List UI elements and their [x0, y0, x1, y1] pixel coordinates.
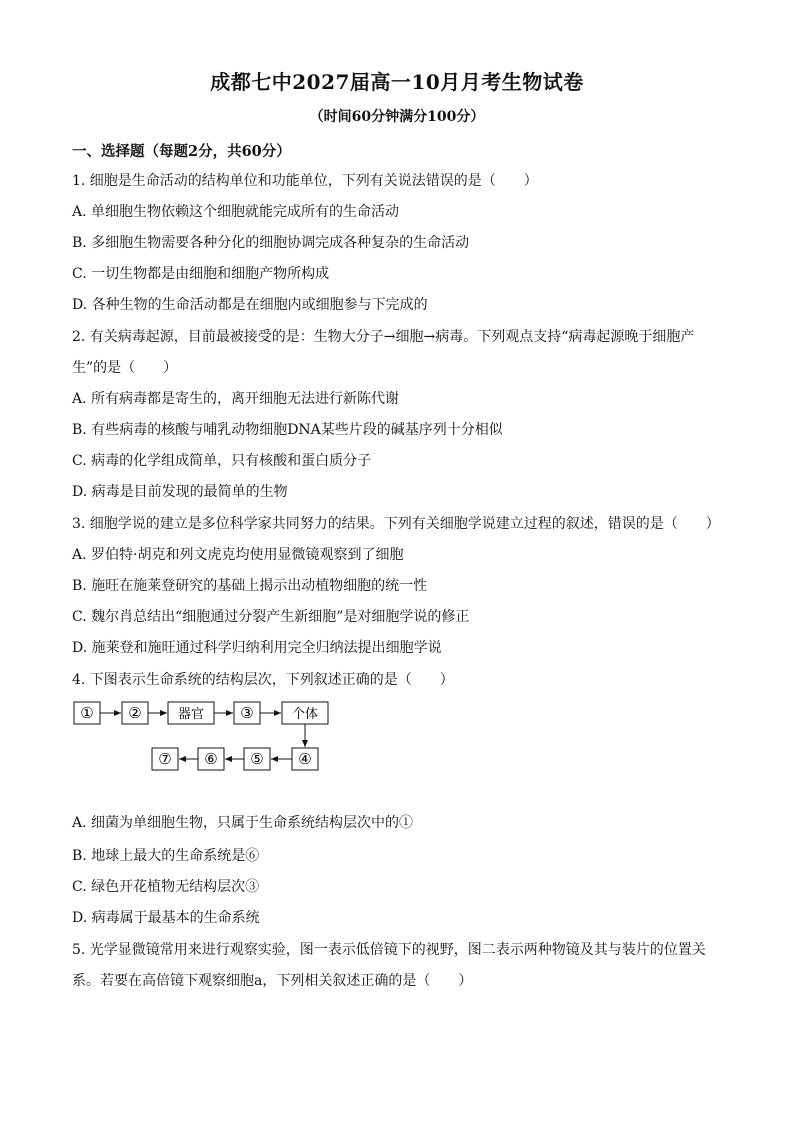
exam-subtitle: （时间60分钟满分100分） — [309, 109, 485, 125]
diagram-box-1 — [74, 702, 100, 724]
life-system-levels-diagram — [72, 700, 332, 775]
question-4-stem: 4. 下图表示生命系统的结构层次，下列叙述正确的是（ ） — [72, 672, 454, 688]
diagram-label-individual: 个体 — [291, 707, 319, 722]
diagram-label-1: ① — [80, 704, 94, 722]
question-2-option-a: A. 所有病毒都是寄生的，离开细胞无法进行新陈代谢 — [72, 391, 400, 407]
diagram-box-4 — [292, 748, 318, 770]
diagram-label-7: ⑦ — [158, 750, 172, 768]
diagram-box-7 — [152, 748, 178, 770]
question-4-option-a: A. 细菌为单细胞生物，只属于生命系统结构层次中的① — [72, 815, 414, 831]
diagram-box-3 — [234, 702, 260, 724]
diagram-box-2 — [122, 702, 148, 724]
question-2-option-b: B. 有些病毒的核酸与哺乳动物细胞DNA某些片段的碱基序列十分相似 — [72, 422, 503, 438]
question-3-option-a: A. 罗伯特·胡克和列文虎克均使用显微镜观察到了细胞 — [72, 547, 404, 563]
diagram-box-6 — [198, 748, 224, 770]
question-1-option-c: C. 一切生物都是由细胞和细胞产物所构成 — [72, 266, 330, 282]
question-2-stem-line-1: 2. 有关病毒起源，目前最被接受的是：生物大分子→细胞→病毒。下列观点支持“病毒起源晚于细胞产 — [72, 329, 695, 345]
question-2-option-c: C. 病毒的化学组成简单，只有核酸和蛋白质分子 — [72, 453, 372, 469]
question-1-option-a: A. 单细胞生物依赖这个细胞就能完成所有的生命活动 — [72, 204, 400, 220]
question-5-stem-line-2: 系。若要在高倍镜下观察细胞a，下列相关叙述正确的是（ ） — [72, 973, 473, 989]
question-3-option-b: B. 施旺在施莱登研究的基础上揭示出动植物细胞的统一性 — [72, 578, 428, 594]
question-3-option-d: D. 施莱登和施旺通过科学归纳利用完全归纳法提出细胞学说 — [72, 640, 442, 656]
section-heading: 一、选择题（每题2分，共60分） — [72, 143, 291, 160]
question-1-option-d: D. 各种生物的生命活动都是在细胞内或细胞参与下完成的 — [72, 297, 428, 313]
diagram-label-3: ③ — [240, 704, 254, 722]
diagram-label-2: ② — [128, 704, 142, 722]
diagram-box-individual — [282, 702, 328, 724]
diagram-box-5 — [244, 748, 270, 770]
question-3-stem: 3. 细胞学说的建立是多位科学家共同努力的结果。下列有关细胞学说建立过程的叙述，错误的是（ ） — [72, 516, 720, 532]
question-2-stem-line-2: 生”的是（ ） — [72, 360, 178, 376]
question-4-option-d: D. 病毒属于最基本的生命系统 — [72, 910, 260, 926]
question-2-option-d: D. 病毒是目前发现的最简单的生物 — [72, 484, 288, 500]
question-1-option-b: B. 多细胞生物需要各种分化的细胞协调完成各种复杂的生命活动 — [72, 235, 470, 251]
question-4-option-c: C. 绿色开花植物无结构层次③ — [72, 879, 260, 895]
question-3-option-c: C. 魏尔肖总结出“细胞通过分裂产生新细胞”是对细胞学说的修正 — [72, 609, 470, 625]
diagram-label-6: ⑥ — [204, 750, 218, 768]
question-4-option-b: B. 地球上最大的生命系统是⑥ — [72, 848, 260, 864]
question-5-stem-line-1: 5. 光学显微镜常用来进行观察实验，图一表示低倍镜下的视野，图二表示两种物镜及其与装片的位置关 — [72, 942, 706, 958]
question-1-stem: 1. 细胞是生命活动的结构单位和功能单位，下列有关说法错误的是（ ） — [72, 173, 538, 189]
diagram-box-organ — [168, 702, 214, 724]
diagram-label-4: ④ — [298, 750, 312, 768]
diagram-label-organ: 器官 — [177, 707, 205, 722]
exam-title: 成都七中2027届高一10月月考生物试卷 — [210, 70, 584, 94]
diagram-label-5: ⑤ — [250, 750, 264, 768]
